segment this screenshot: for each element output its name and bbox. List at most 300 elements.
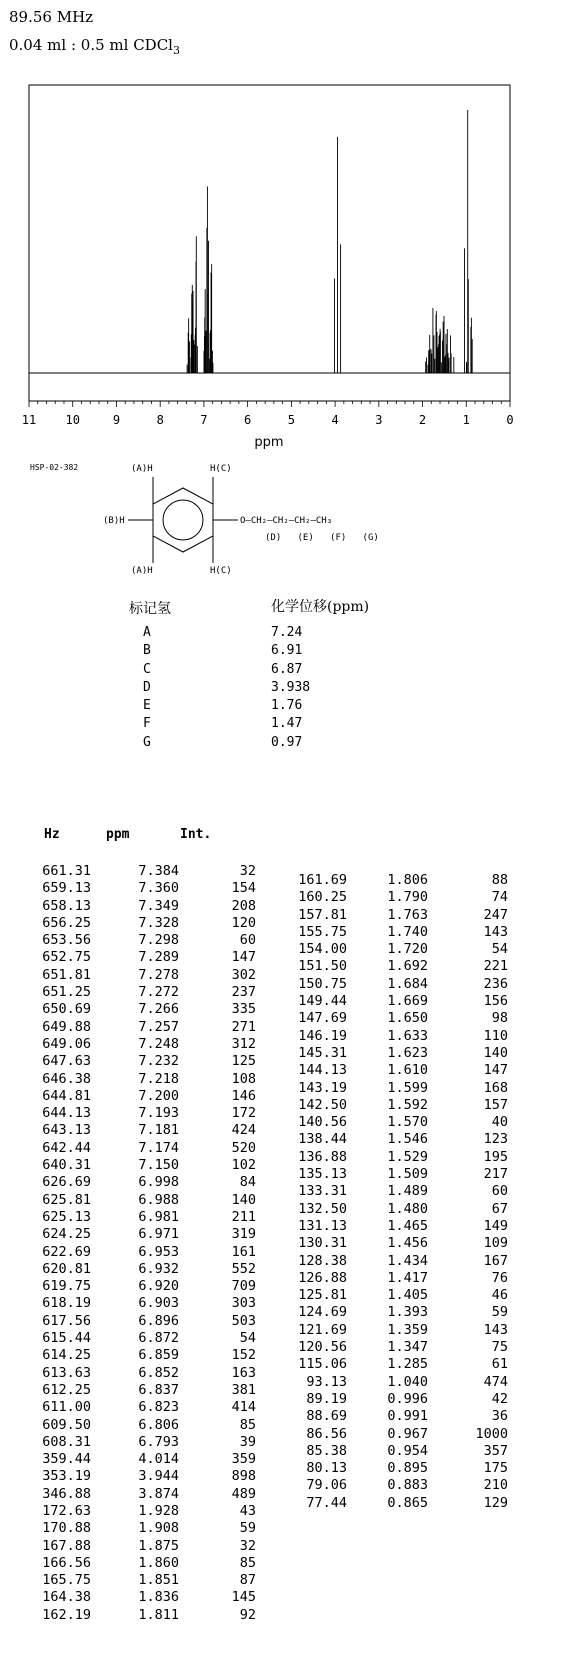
- peak-ppm: 1.359: [387, 1321, 428, 1338]
- peak-ppm: 6.793: [138, 1433, 179, 1450]
- peak-row: [283, 1287, 508, 1304]
- peak-intensity: 140: [231, 1191, 256, 1208]
- peak-intensity: 147: [483, 1062, 508, 1079]
- peak-intensity: 157: [483, 1096, 508, 1113]
- peak-hz: 130.31: [298, 1235, 347, 1252]
- peak-hz: 126.88: [298, 1269, 347, 1286]
- peak-ppm: 1.851: [138, 1572, 179, 1589]
- peak-intensity: 40: [491, 1114, 508, 1131]
- peak-intensity: 60: [239, 932, 256, 949]
- peak-intensity: 489: [231, 1485, 256, 1502]
- peak-intensity: 167: [483, 1252, 508, 1269]
- chain-labels: (D) (E) (F) (G): [265, 533, 379, 543]
- label-a-top: (A)H: [131, 464, 153, 474]
- peak-intensity: 357: [483, 1442, 508, 1459]
- peak-hz: 650.69: [42, 1001, 91, 1018]
- peak-hz: 157.81: [298, 906, 347, 923]
- peak-hz: 658.13: [42, 897, 91, 914]
- peak-ppm: 1.285: [387, 1356, 428, 1373]
- peak-intensity: 236: [483, 975, 508, 992]
- peak-ppm: 0.967: [387, 1425, 428, 1442]
- peak-intensity: 474: [483, 1373, 508, 1390]
- peak-row: [34, 1036, 256, 1053]
- peak-row: [283, 1356, 508, 1373]
- peak-intensity: 140: [483, 1044, 508, 1061]
- peak-intensity: 163: [231, 1364, 256, 1381]
- peak-ppm: 3.874: [138, 1485, 179, 1502]
- peak-row: [283, 1495, 508, 1512]
- x-tick-label: 8: [156, 413, 164, 427]
- peak-hz: 624.25: [42, 1226, 91, 1243]
- peak-hz: 172.63: [42, 1502, 91, 1519]
- peak-row: [34, 1572, 256, 1589]
- assignment-shift: 7.24: [271, 625, 303, 640]
- assignment-label: C: [143, 661, 151, 677]
- peak-intensity: 88: [491, 872, 508, 888]
- peak-intensity: 247: [483, 906, 508, 923]
- peak-ppm: 6.903: [138, 1295, 179, 1312]
- x-tick-label: 11: [21, 413, 37, 427]
- peak-hz: 155.75: [298, 923, 347, 940]
- peak-hz: 131.13: [298, 1217, 347, 1234]
- peak-ppm: 1.040: [387, 1373, 428, 1390]
- peak-ppm: 7.150: [138, 1157, 179, 1174]
- peak-ppm: 6.823: [138, 1399, 179, 1416]
- peak-intensity: 709: [231, 1278, 256, 1295]
- peak-ppm: 0.865: [387, 1494, 428, 1511]
- peak-intensity: 92: [239, 1606, 256, 1623]
- peak-ppm: 1.509: [387, 1166, 428, 1183]
- peak-intensity: 145: [231, 1589, 256, 1606]
- peak-hz: 125.81: [298, 1287, 347, 1304]
- peak-ppm: 7.278: [138, 966, 179, 983]
- peak-row: [283, 1235, 508, 1252]
- peak-hz: 124.69: [298, 1304, 347, 1321]
- peak-intensity: 54: [239, 1330, 256, 1347]
- peak-intensity: 60: [491, 1183, 508, 1200]
- peak-row: [283, 1270, 508, 1287]
- x-tick-label: 2: [418, 413, 427, 427]
- peak-intensity: 359: [231, 1451, 256, 1468]
- peak-intensity: 147: [231, 949, 256, 966]
- peak-hz: 166.56: [42, 1554, 91, 1571]
- peak-hz: 154.00: [298, 941, 347, 958]
- peak-row: [283, 1477, 508, 1494]
- assignment-label: B: [143, 643, 151, 659]
- peak-ppm: 6.981: [138, 1208, 179, 1225]
- peak-intensity: 85: [239, 1416, 256, 1433]
- peak-row: [283, 941, 508, 958]
- peak-row: [34, 1192, 256, 1209]
- peak-row: [34, 1122, 256, 1139]
- peak-row: [34, 1330, 256, 1347]
- peak-hz: 659.13: [42, 880, 91, 897]
- peak-hz: 611.00: [42, 1399, 91, 1416]
- peak-ppm: 1.546: [387, 1131, 428, 1148]
- peak-ppm: 0.996: [387, 1390, 428, 1407]
- peak-intensity: 85: [239, 1554, 256, 1571]
- peak-ppm: 7.257: [138, 1018, 179, 1035]
- peak-hz: 643.13: [42, 1122, 91, 1139]
- table-header-int: Int.: [180, 827, 212, 842]
- peak-hz: 151.50: [298, 958, 347, 975]
- peak-row: [34, 967, 256, 984]
- peak-row: [34, 1347, 256, 1364]
- peak-intensity: 143: [483, 923, 508, 940]
- peak-row: [283, 958, 508, 975]
- peak-hz: 146.19: [298, 1027, 347, 1044]
- peak-intensity: 109: [483, 1235, 508, 1252]
- assignment-label-header: 标记氢: [129, 601, 171, 617]
- peak-hz: 85.38: [306, 1442, 347, 1459]
- table-header-ppm: ppm: [106, 827, 130, 842]
- peak-row: [283, 1443, 508, 1460]
- table-header-hz: Hz: [44, 827, 60, 842]
- peak-ppm: 6.837: [138, 1381, 179, 1398]
- peak-intensity: 54: [491, 941, 508, 958]
- x-axis-label: ppm: [254, 435, 284, 450]
- peak-table-left: [34, 863, 256, 1624]
- peak-row: [34, 1313, 256, 1330]
- peak-ppm: 1.806: [387, 872, 428, 888]
- peak-intensity: 129: [483, 1494, 508, 1511]
- concentration-subscript: 3: [172, 44, 180, 57]
- peak-ppm: 1.599: [387, 1079, 428, 1096]
- peak-row: [34, 880, 256, 897]
- peak-hz: 88.69: [306, 1408, 347, 1425]
- x-tick-label: 9: [112, 413, 121, 427]
- peak-hz: 140.56: [298, 1114, 347, 1131]
- peak-row: [283, 1062, 508, 1079]
- peak-ppm: 1.570: [387, 1114, 428, 1131]
- peak-ppm: 1.456: [387, 1235, 428, 1252]
- peak-hz: 142.50: [298, 1096, 347, 1113]
- peak-ppm: 4.014: [138, 1451, 179, 1468]
- propoxy-chain: O—CH₂—CH₂—CH₂—CH₃: [240, 516, 333, 526]
- peak-ppm: 1.811: [138, 1606, 179, 1623]
- peak-intensity: 59: [239, 1520, 256, 1537]
- assignment-label: F: [143, 716, 151, 732]
- peak-intensity: 46: [491, 1287, 508, 1304]
- peak-ppm: 1.610: [387, 1062, 428, 1079]
- peak-hz: 346.88: [42, 1485, 91, 1502]
- assignment-shift: 6.91: [271, 643, 303, 659]
- peak-row: [283, 1097, 508, 1114]
- peak-intensity: 217: [483, 1166, 508, 1183]
- peak-hz: 160.25: [298, 889, 347, 906]
- peak-ppm: 7.232: [138, 1053, 179, 1070]
- assignment-label: G: [143, 734, 151, 750]
- peak-intensity: 175: [483, 1460, 508, 1477]
- peak-intensity: 221: [483, 958, 508, 975]
- peak-row: [283, 1114, 508, 1131]
- peak-intensity: 39: [239, 1433, 256, 1450]
- peak-ppm: 7.289: [138, 949, 179, 966]
- peak-hz: 651.81: [42, 966, 91, 983]
- peak-row: [283, 1183, 508, 1200]
- peak-hz: 613.63: [42, 1364, 91, 1381]
- peak-ppm: 7.298: [138, 932, 179, 949]
- peak-intensity: 149: [483, 1217, 508, 1234]
- assignment-labels: [143, 624, 151, 752]
- peak-hz: 79.06: [306, 1477, 347, 1494]
- assignment-shift: 1.47: [271, 716, 303, 732]
- peak-ppm: 1.928: [138, 1502, 179, 1519]
- peak-ppm: 1.908: [138, 1520, 179, 1537]
- spectrum-code: HSP-02-382: [30, 463, 79, 472]
- peak-intensity: 195: [483, 1148, 508, 1165]
- peak-row: [283, 1218, 508, 1235]
- peak-row: [34, 1244, 256, 1261]
- peak-intensity: 520: [231, 1139, 256, 1156]
- peak-intensity: 168: [483, 1079, 508, 1096]
- peak-ppm: 7.200: [138, 1087, 179, 1104]
- peak-row: [34, 863, 256, 880]
- peak-row: [34, 1589, 256, 1606]
- peak-intensity: 98: [491, 1010, 508, 1027]
- peak-hz: 649.88: [42, 1018, 91, 1035]
- peak-hz: 80.13: [306, 1460, 347, 1477]
- peak-hz: 145.31: [298, 1044, 347, 1061]
- peak-ppm: 1.623: [387, 1044, 428, 1061]
- peak-ppm: 1.417: [387, 1269, 428, 1286]
- peak-row: [283, 1339, 508, 1356]
- peak-intensity: 120: [231, 914, 256, 931]
- peak-hz: 121.69: [298, 1321, 347, 1338]
- peak-hz: 608.31: [42, 1433, 91, 1450]
- peak-hz: 77.44: [306, 1494, 347, 1511]
- peak-ppm: 7.181: [138, 1122, 179, 1139]
- peak-intensity: 32: [239, 1537, 256, 1554]
- peak-intensity: 87: [239, 1572, 256, 1589]
- peak-row: [34, 949, 256, 966]
- peak-row: [283, 1201, 508, 1218]
- peak-intensity: 1000: [475, 1425, 508, 1442]
- peak-row: [34, 1226, 256, 1243]
- peak-intensity: 161: [231, 1243, 256, 1260]
- peak-row: [283, 993, 508, 1010]
- peak-ppm: 1.633: [387, 1027, 428, 1044]
- peak-row: [34, 1434, 256, 1451]
- peak-hz: 135.13: [298, 1166, 347, 1183]
- peak-ppm: 1.740: [387, 923, 428, 940]
- peak-ppm: 1.393: [387, 1304, 428, 1321]
- peak-row: [34, 984, 256, 1001]
- peak-row: [283, 1322, 508, 1339]
- peak-row: [34, 1486, 256, 1503]
- peak-row: [34, 1538, 256, 1555]
- peak-row: [283, 1131, 508, 1148]
- peak-row: [283, 872, 508, 889]
- peak-row: [34, 1451, 256, 1468]
- peak-row: [34, 1140, 256, 1157]
- peak-ppm: 1.836: [138, 1589, 179, 1606]
- peak-ppm: 7.174: [138, 1139, 179, 1156]
- peak-row: [34, 1261, 256, 1278]
- peak-hz: 649.06: [42, 1035, 91, 1052]
- peak-row: [34, 932, 256, 949]
- peak-intensity: 61: [491, 1356, 508, 1373]
- peak-intensity: 381: [231, 1381, 256, 1398]
- assignment-shift: 0.97: [271, 734, 303, 750]
- x-tick-label: 10: [65, 413, 80, 427]
- benzene-ring: [153, 488, 213, 552]
- peak-hz: 144.13: [298, 1062, 347, 1079]
- peak-hz: 143.19: [298, 1079, 347, 1096]
- peak-intensity: 125: [231, 1053, 256, 1070]
- peak-intensity: 335: [231, 1001, 256, 1018]
- peak-hz: 93.13: [306, 1373, 347, 1390]
- peak-ppm: 1.480: [387, 1200, 428, 1217]
- peak-ppm: 1.720: [387, 941, 428, 958]
- peak-intensity: 143: [483, 1321, 508, 1338]
- peak-row: [283, 976, 508, 993]
- label-a-bottom: (A)H: [131, 566, 153, 576]
- peak-ppm: 0.991: [387, 1408, 428, 1425]
- x-tick-label: 7: [200, 413, 208, 427]
- assignment-shift-header: 化学位移(ppm): [271, 599, 370, 615]
- peak-row: [34, 1607, 256, 1624]
- peak-ppm: 1.489: [387, 1183, 428, 1200]
- x-tick-label: 4: [331, 413, 339, 427]
- peak-ppm: 7.266: [138, 1001, 179, 1018]
- peak-intensity: 271: [231, 1018, 256, 1035]
- peak-ppm: 0.895: [387, 1460, 428, 1477]
- x-tick-label: 3: [375, 413, 383, 427]
- peak-ppm: 6.971: [138, 1226, 179, 1243]
- peak-ppm: 7.328: [138, 914, 179, 931]
- assignment-label: A: [143, 625, 151, 640]
- peak-intensity: 319: [231, 1226, 256, 1243]
- peak-row: [34, 1278, 256, 1295]
- peak-hz: 646.38: [42, 1070, 91, 1087]
- peak-row: [34, 898, 256, 915]
- peak-ppm: 1.763: [387, 906, 428, 923]
- peak-ppm: 6.896: [138, 1312, 179, 1329]
- peak-hz: 149.44: [298, 993, 347, 1010]
- peak-intensity: 210: [483, 1477, 508, 1494]
- peak-row: [34, 1209, 256, 1226]
- peak-ppm: 6.953: [138, 1243, 179, 1260]
- peak-row: [34, 1295, 256, 1312]
- peak-ppm: 1.529: [387, 1148, 428, 1165]
- peak-hz: 120.56: [298, 1339, 347, 1356]
- peak-row: [283, 1028, 508, 1045]
- peak-hz: 132.50: [298, 1200, 347, 1217]
- peak-row: [283, 1149, 508, 1166]
- peak-ppm: 0.883: [387, 1477, 428, 1494]
- peak-intensity: 312: [231, 1035, 256, 1052]
- peak-intensity: 414: [231, 1399, 256, 1416]
- peak-ppm: 1.692: [387, 958, 428, 975]
- peak-intensity: 123: [483, 1131, 508, 1148]
- peak-ppm: 1.650: [387, 1010, 428, 1027]
- peak-hz: 133.31: [298, 1183, 347, 1200]
- peak-row: [283, 1391, 508, 1408]
- peak-row: [34, 1105, 256, 1122]
- peak-intensity: 152: [231, 1347, 256, 1364]
- peak-hz: 625.81: [42, 1191, 91, 1208]
- x-tick-label: 1: [462, 413, 470, 427]
- peak-row: [283, 1253, 508, 1270]
- peak-row: [34, 1053, 256, 1070]
- peak-hz: 147.69: [298, 1010, 347, 1027]
- peak-row: [283, 1080, 508, 1097]
- peak-hz: 618.19: [42, 1295, 91, 1312]
- aromatic-circle: [163, 500, 203, 540]
- peak-row: [34, 1520, 256, 1537]
- peak-row: [283, 1374, 508, 1391]
- spectrometer-frequency: 89.56 MHz: [9, 8, 94, 26]
- peak-intensity: 84: [239, 1174, 256, 1191]
- peak-row: [283, 1045, 508, 1062]
- peak-intensity: 156: [483, 993, 508, 1010]
- peak-intensity: 146: [231, 1087, 256, 1104]
- peak-hz: 167.88: [42, 1537, 91, 1554]
- peak-hz: 86.56: [306, 1425, 347, 1442]
- peak-intensity: 172: [231, 1105, 256, 1122]
- peak-hz: 619.75: [42, 1278, 91, 1295]
- peak-intensity: 36: [491, 1408, 508, 1425]
- peak-ppm: 3.944: [138, 1468, 179, 1485]
- peak-hz: 622.69: [42, 1243, 91, 1260]
- peak-hz: 150.75: [298, 975, 347, 992]
- peak-row: [283, 1460, 508, 1477]
- peak-intensity: 237: [231, 984, 256, 1001]
- assignment-shifts: [271, 624, 310, 752]
- peak-hz: 89.19: [306, 1390, 347, 1407]
- peak-hz: 615.44: [42, 1330, 91, 1347]
- peak-row: [34, 1001, 256, 1018]
- peak-row: [283, 1166, 508, 1183]
- x-tick-label: 5: [287, 413, 295, 427]
- peak-row: [34, 915, 256, 932]
- assignment-shift: 3.938: [271, 679, 311, 695]
- assignment-label: E: [143, 698, 151, 714]
- peak-hz: 652.75: [42, 949, 91, 966]
- peak-row: [34, 1071, 256, 1088]
- peak-hz: 651.25: [42, 984, 91, 1001]
- peak-ppm: 7.218: [138, 1070, 179, 1087]
- peak-hz: 164.38: [42, 1589, 91, 1606]
- peak-row: [283, 1408, 508, 1425]
- peak-intensity: 43: [239, 1502, 256, 1519]
- peak-intensity: 208: [231, 897, 256, 914]
- peak-hz: 138.44: [298, 1131, 347, 1148]
- peak-intensity: 110: [483, 1027, 508, 1044]
- peak-intensity: 211: [231, 1208, 256, 1225]
- peak-row: [34, 1468, 256, 1485]
- peak-row: [34, 1088, 256, 1105]
- peak-intensity: 32: [239, 863, 256, 879]
- peak-intensity: 108: [231, 1070, 256, 1087]
- peak-ppm: 7.384: [138, 863, 179, 879]
- label-c-bottom: H(C): [210, 566, 232, 576]
- peak-hz: 614.25: [42, 1347, 91, 1364]
- peak-row: [283, 924, 508, 941]
- peak-intensity: 303: [231, 1295, 256, 1312]
- peak-ppm: 6.859: [138, 1347, 179, 1364]
- peak-ppm: 7.193: [138, 1105, 179, 1122]
- peak-intensity: 424: [231, 1122, 256, 1139]
- peak-hz: 661.31: [42, 863, 91, 879]
- peak-ppm: 1.684: [387, 975, 428, 992]
- peak-hz: 161.69: [298, 872, 347, 888]
- peak-hz: 642.44: [42, 1139, 91, 1156]
- peak-intensity: 42: [491, 1390, 508, 1407]
- peak-row: [283, 889, 508, 906]
- peak-row: [34, 1503, 256, 1520]
